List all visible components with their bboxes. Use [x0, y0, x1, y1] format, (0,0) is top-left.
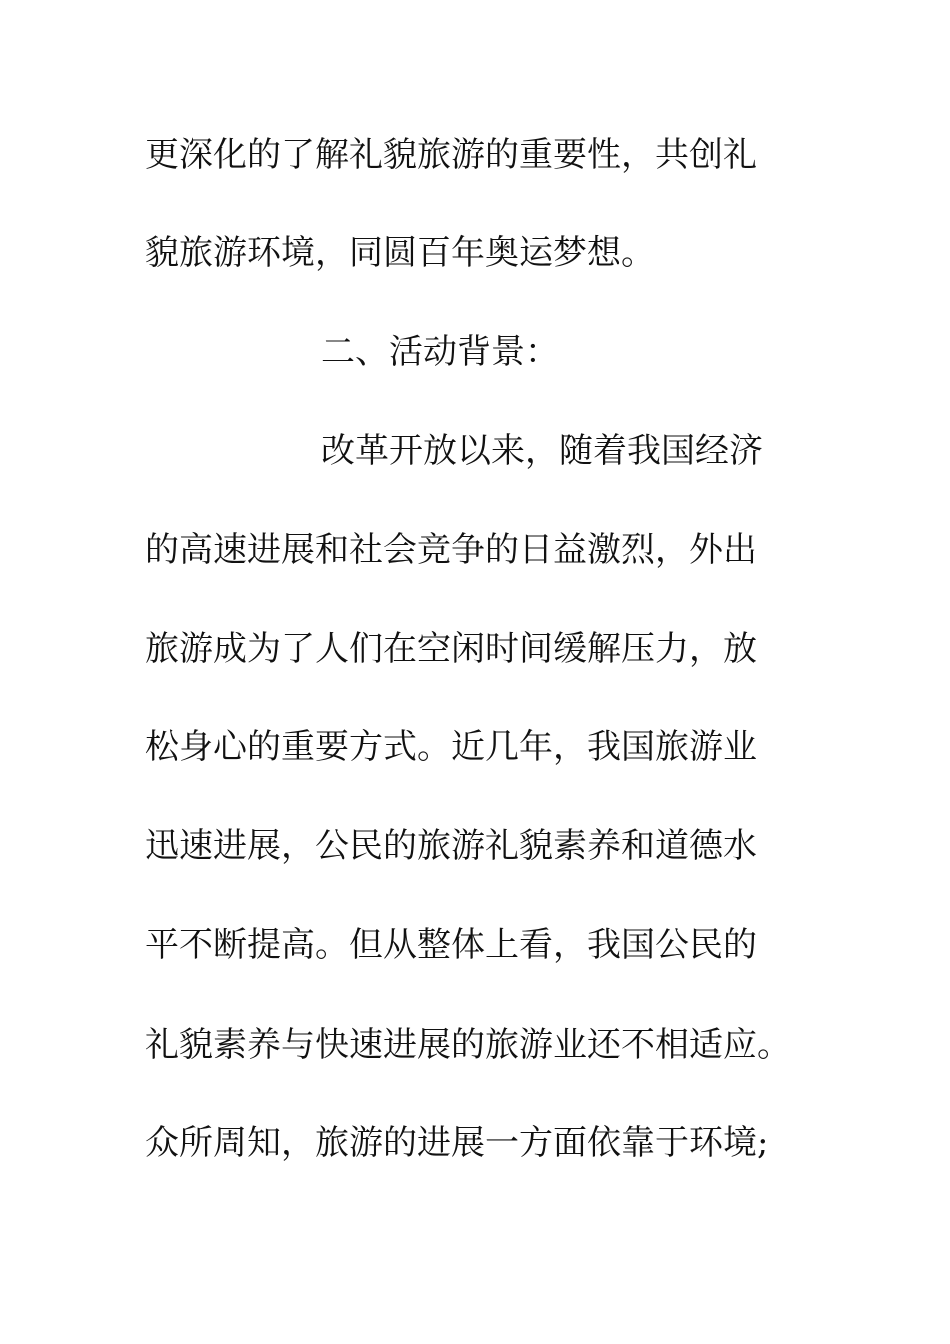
paragraph-line-8: 平不断提高。但从整体上看，我国公民的: [145, 925, 757, 965]
paragraph-line-2: 貌旅游环境，同圆百年奥运梦想。: [145, 233, 655, 273]
paragraph-line-6: 松身心的重要方式。近几年，我国旅游业: [145, 727, 757, 767]
paragraph-line-1: 更深化的了解礼貌旅游的重要性，共创礼: [145, 135, 757, 175]
paragraph-line-4: 的高速进展和社会竞争的日益激烈，外出: [145, 530, 757, 570]
section-heading: 二、活动背景：: [321, 332, 559, 372]
paragraph-line-7: 迅速进展，公民的旅游礼貌素养和道德水: [145, 826, 757, 866]
paragraph-line-5: 旅游成为了人们在空闲时间缓解压力，放: [145, 629, 757, 669]
paragraph-line-9: 礼貌素养与快速进展的旅游业还不相适应。: [145, 1025, 791, 1065]
paragraph-line-10: 众所周知，旅游的进展一方面依靠于环境;: [145, 1123, 769, 1163]
paragraph-line-3: 改革开放以来，随着我国经济: [321, 431, 763, 471]
